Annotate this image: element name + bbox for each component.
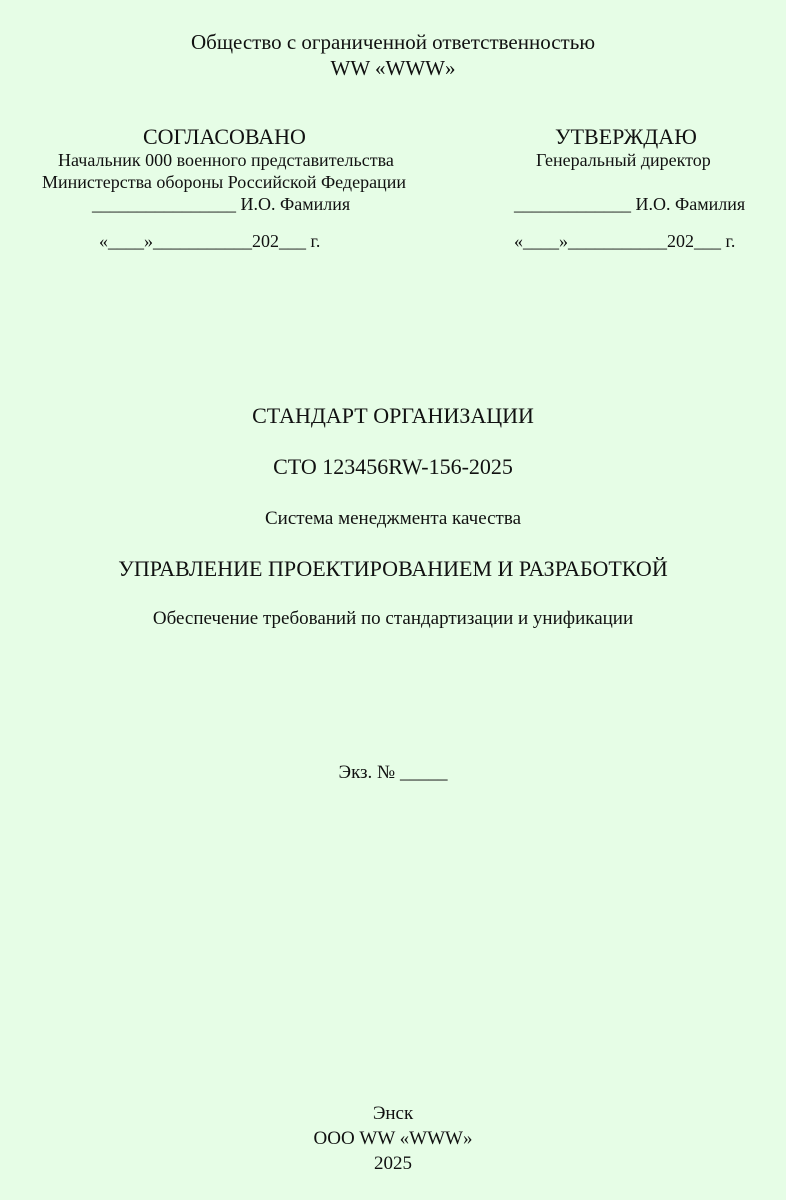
footer-city: Энск bbox=[372, 1103, 414, 1124]
document-type: СТАНДАРТ ОРГАНИЗАЦИИ bbox=[252, 403, 534, 428]
footer-year: 2025 bbox=[374, 1153, 412, 1174]
agreed-heading: СОГЛАСОВАНО bbox=[143, 124, 306, 149]
document-code: СТО 123456RW-156-2025 bbox=[273, 454, 513, 479]
agreed-date-line: «____»___________202___ г. bbox=[99, 231, 321, 251]
document-system: Система менеджмента качества bbox=[265, 508, 521, 529]
agreed-signature-line: ________________ И.О. Фамилия bbox=[92, 194, 351, 214]
agreed-position-line1: Начальник 000 военного представительства bbox=[58, 150, 394, 170]
document-subtitle: Обеспечение требований по стандартизации и унификации bbox=[152, 608, 634, 629]
approve-heading: УТВЕРЖДАЮ bbox=[555, 124, 697, 149]
approve-position-line1: Генеральный директор bbox=[536, 150, 711, 170]
copy-number: Экз. № _____ bbox=[338, 762, 448, 783]
footer-org: ООО WW «WWW» bbox=[313, 1128, 473, 1149]
document-title: УПРАВЛЕНИЕ ПРОЕКТИРОВАНИЕМ И РАЗРАБОТКОЙ bbox=[118, 556, 668, 581]
organization-short-name: WW «WWW» bbox=[330, 56, 456, 80]
organization-name: Общество с ограниченной ответственностью bbox=[190, 30, 596, 54]
agreed-position-line2: Министерства обороны Российской Федерации bbox=[42, 172, 406, 192]
approve-signature-line: _____________ И.О. Фамилия bbox=[514, 194, 746, 214]
approve-date-line: «____»___________202___ г. bbox=[514, 231, 736, 251]
